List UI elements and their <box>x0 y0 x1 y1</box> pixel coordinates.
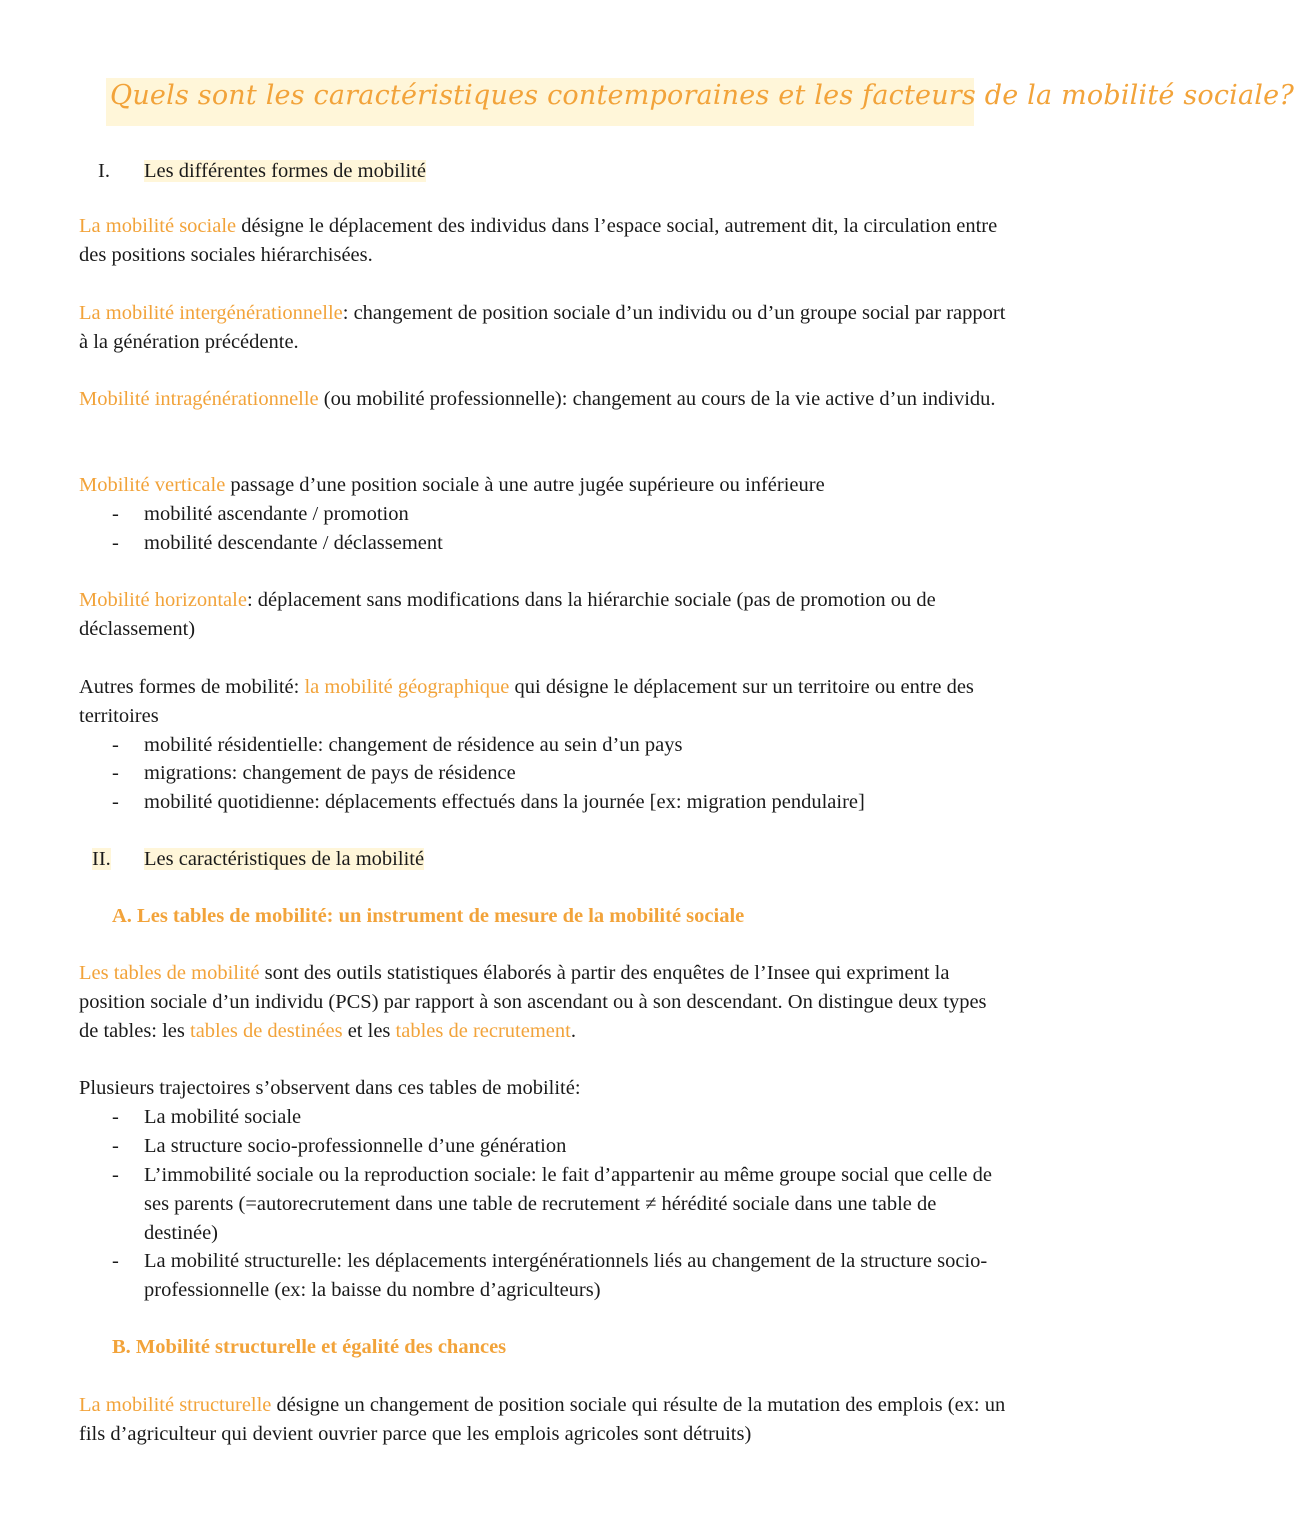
section-number: II. <box>92 848 111 870</box>
bullet-dash: - <box>112 1135 119 1157</box>
paragraph-tables: Les tables de mobilité sont des outils statistiques élaborés à partir des enquêtes de l’Insee qui expriment la position sociale d’un individu (PCS) par rapport à son ascendant ou à son descendant. On distingue deux types de tables: les tables de destinées et les tables de recrutement. <box>79 962 987 1042</box>
list-item: mobilité ascendante / promotion <box>144 503 409 525</box>
paragraph-geographique: Autres formes de mobilité: la mobilité géographique qui désigne le déplacement sur un territoire ou entre des territoires <box>79 676 974 727</box>
paragraph-verticale: Mobilité verticale passage d’une position sociale à une autre jugée supérieure ou inférieure <box>79 474 825 496</box>
paragraph-structurelle: La mobilité structurelle désigne un changement de position sociale qui résulte de la mutation des emplois (ex: un fils d’agriculteur qui devient ouvrier parce que les emplois agricoles sont détruits) <box>79 1394 1006 1445</box>
bullet-dash: - <box>112 1164 119 1186</box>
bullet-dash: - <box>112 1106 119 1128</box>
list-item: La structure socio-professionnelle d’une génération <box>144 1135 567 1157</box>
bullet-dash: - <box>112 532 119 554</box>
paragraph-mobilite-sociale: La mobilité sociale désigne le déplacement des individus dans l’espace social, autrement dit, la circulation entre des positions sociales hiérarchisées. <box>79 215 998 266</box>
subsection-heading: A. Les tables de mobilité: un instrument de mesure de la mobilité sociale <box>112 905 745 927</box>
list-item: La mobilité structurelle: les déplacements intergénérationnels liés au changement de la structure socio-professionnelle (ex: la baisse du nombre d’agriculteurs) <box>144 1250 988 1301</box>
list-item: migrations: changement de pays de résidence <box>144 762 516 784</box>
page-title: Quels sont les caractéristiques contemporaines et les facteurs de la mobilité sociale? <box>110 80 1294 111</box>
section-heading: Les caractéristiques de la mobilité <box>144 848 425 870</box>
bullet-dash: - <box>112 734 119 756</box>
section-heading: Les différentes formes de mobilité <box>144 160 426 182</box>
list-item: L’immobilité sociale ou la reproduction sociale: le fait d’appartenir au même groupe social que celle de ses parents (=autorecrutement dans une table de recrutement ≠ hérédité sociale dans une table de destinée) <box>144 1164 992 1244</box>
bullet-dash: - <box>112 762 119 784</box>
paragraph-intergenerationnelle: La mobilité intergénérationnelle: changement de position sociale d’un individu ou d’un groupe social par rapport à la génération précédente. <box>79 302 1006 353</box>
paragraph-intragenerationnelle: Mobilité intragénérationnelle (ou mobilité professionnelle): changement au cours de la vie active d’un individu. <box>79 388 996 410</box>
list-item: mobilité descendante / déclassement <box>144 532 443 554</box>
bullet-dash: - <box>112 1250 119 1272</box>
subsection-heading: B. Mobilité structurelle et égalité des chances <box>112 1336 507 1358</box>
paragraph-horizontale: Mobilité horizontale: déplacement sans modifications dans la hiérarchie sociale (pas de promotion ou de déclassement) <box>79 589 936 640</box>
list-item: La mobilité sociale <box>144 1106 302 1128</box>
list-item: mobilité résidentielle: changement de résidence au sein d’un pays <box>144 734 683 756</box>
list-item: mobilité quotidienne: déplacements effectués dans la journée [ex: migration pendulaire] <box>144 791 865 813</box>
bullet-dash: - <box>112 503 119 525</box>
paragraph-trajectoires: Plusieurs trajectoires s’observent dans ces tables de mobilité: <box>79 1077 581 1099</box>
bullet-dash: - <box>112 791 119 813</box>
section-number: I. <box>98 160 110 182</box>
